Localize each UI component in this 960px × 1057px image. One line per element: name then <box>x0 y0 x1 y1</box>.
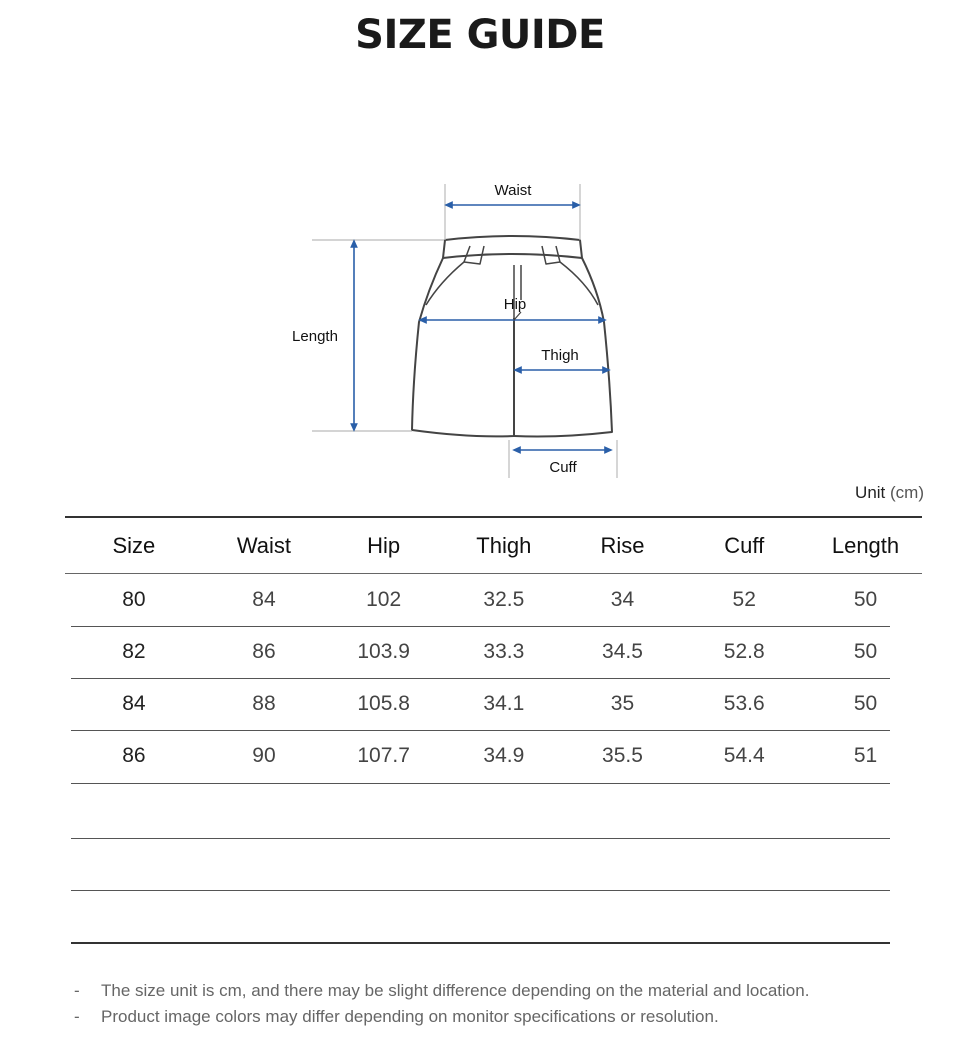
cell-waist: 86 <box>252 640 276 663</box>
cell-size: 82 <box>122 640 146 663</box>
cell-rise: 34.5 <box>602 640 643 663</box>
page-title: SIZE GUIDE <box>355 12 605 58</box>
row-divider <box>71 626 890 627</box>
row-divider <box>71 730 890 731</box>
cell-hip: 105.8 <box>357 692 410 715</box>
cell-thigh: 32.5 <box>483 588 525 611</box>
guide-lines <box>312 184 617 478</box>
cell-size: 80 <box>122 588 146 611</box>
table-row <box>65 574 922 627</box>
cell-cuff: 52 <box>732 588 756 611</box>
cell-cuff: 53.6 <box>723 692 765 715</box>
header-length: Length <box>809 517 922 574</box>
table-row <box>65 730 922 782</box>
row-divider <box>71 890 890 891</box>
cell-size: 84 <box>122 692 146 715</box>
waist-label: Waist <box>494 182 532 199</box>
cuff-label: Cuff <box>549 459 577 476</box>
cell-waist: 88 <box>252 692 276 715</box>
table-bottom-border <box>71 942 890 944</box>
note-text: The size unit is cm, and there may be slight difference depending on the material and location. <box>101 981 810 1000</box>
cell-size: 86 <box>122 744 146 767</box>
unit-value: (cm) <box>890 483 924 502</box>
header-thigh: Thigh <box>442 517 565 574</box>
cell-rise: 35.5 <box>602 744 643 767</box>
note-item: - The size unit is cm, and there may be slight difference depending on the material and location. <box>74 981 810 1000</box>
cell-waist: 84 <box>252 588 276 611</box>
notes-list <box>74 978 809 1030</box>
skirt-outline <box>412 236 612 437</box>
row-divider <box>71 678 890 679</box>
table-row <box>65 626 922 678</box>
cell-thigh: 33.3 <box>483 640 525 663</box>
cell-hip: 103.9 <box>357 640 410 663</box>
size-table <box>65 516 922 782</box>
header-cuff: Cuff <box>679 517 809 574</box>
note-item: - Product image colors may differ depending on monitor specifications or resolution. <box>74 1007 719 1026</box>
cell-rise: 35 <box>610 692 635 715</box>
skirt-measurement-diagram <box>0 0 960 510</box>
hip-label: Hip <box>503 296 527 313</box>
cell-thigh: 34.1 <box>483 692 525 715</box>
row-divider <box>71 838 890 839</box>
cell-cuff: 52.8 <box>723 640 765 663</box>
header-hip: Hip <box>325 517 442 574</box>
header-size: Size <box>65 517 203 574</box>
header-waist: Waist <box>203 517 325 574</box>
length-label: Length <box>292 328 338 345</box>
unit-label: Unit <box>855 483 886 502</box>
cell-length: 50 <box>853 692 878 715</box>
cell-length: 50 <box>853 588 878 611</box>
cell-hip: 102 <box>366 588 402 611</box>
row-divider <box>71 783 890 784</box>
cell-rise: 34 <box>610 588 635 611</box>
cell-length: 51 <box>853 744 878 767</box>
header-rise: Rise <box>565 517 679 574</box>
unit-indicator <box>855 483 924 503</box>
note-text: Product image colors may differ depending on monitor specifications or resolution. <box>101 1007 719 1026</box>
table-header-row <box>65 517 922 574</box>
cell-cuff: 54.4 <box>723 744 765 767</box>
thigh-label: Thigh <box>541 347 579 364</box>
table-row <box>65 678 922 730</box>
cell-thigh: 34.9 <box>483 744 525 767</box>
cell-waist: 90 <box>252 744 276 767</box>
cell-length: 50 <box>853 640 878 663</box>
measure-arrows <box>354 205 609 450</box>
cell-hip: 107.7 <box>357 744 410 767</box>
